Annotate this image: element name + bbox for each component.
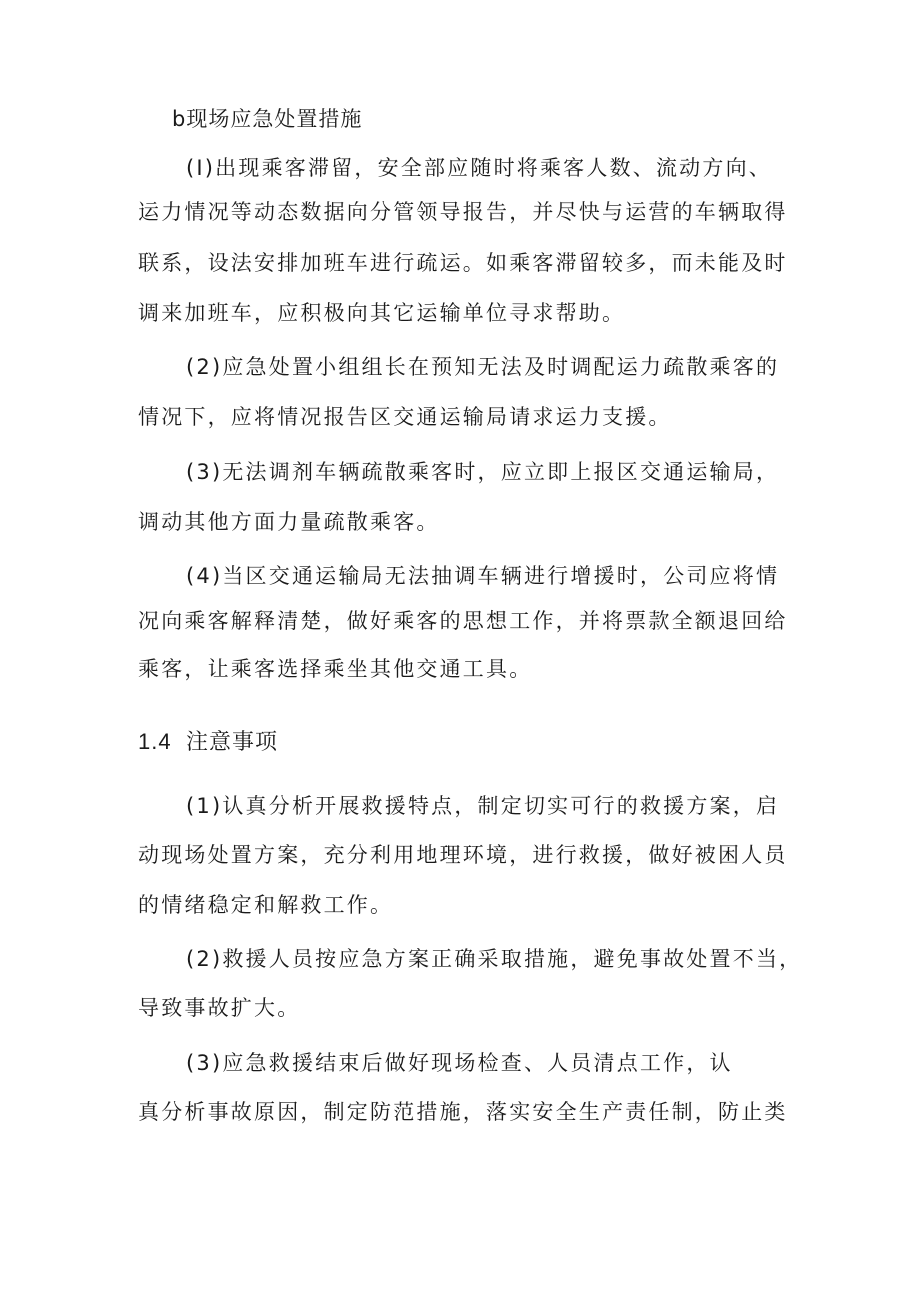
paragraph-line: (2)救援人员按应急方案正确采取措施，避免事故处置不当， xyxy=(186,947,803,971)
paragraph-line: 联系，设法安排加班车进行疏运。如乘客滞留较多，而未能及时 xyxy=(138,251,788,275)
paragraph-line: 导致事故扩大。 xyxy=(138,996,301,1020)
paragraph-line: (1)认真分析开展救援特点，制定切实可行的救援方案，启 xyxy=(186,794,780,818)
paragraph-line: (3)应急救援结束后做好现场检查、人员清点工作，认 xyxy=(186,1051,733,1075)
paragraph-line: 运力情况等动态数据向分管领导报告，并尽快与运营的车辆取得 xyxy=(138,200,788,224)
section-title: 注意事项 xyxy=(186,730,279,755)
paragraph-line: 动现场处置方案，充分利用地理环境，进行救援，做好被困人员 xyxy=(138,843,788,867)
section-heading xyxy=(138,727,278,758)
section-number: 1.4 xyxy=(138,729,172,754)
paragraph-line: 的情绪稳定和解救工作。 xyxy=(138,893,394,917)
paragraph-line: 况向乘客解释清楚，做好乘客的思想工作，并将票款全额退回给 xyxy=(138,609,788,633)
paragraph-line: 情况下，应将情况报告区交通运输局请求运力支援。 xyxy=(138,405,672,429)
section-b-title: b现场应急处置措施 xyxy=(172,107,363,131)
paragraph-line: (2)应急处置小组组长在预知无法及时调配运力疏散乘客的 xyxy=(186,355,780,379)
paragraph-line: (4)当区交通运输局无法抽调车辆进行增援时，公司应将情 xyxy=(186,564,780,588)
paragraph-line: 调来加班车，应积极向其它运输单位寻求帮助。 xyxy=(138,301,626,325)
paragraph-line: (3)无法调剂车辆疏散乘客时，应立即上报区交通运输局， xyxy=(186,460,780,484)
paragraph-line: 真分析事故原因，制定防范措施，落实安全生产责任制，防止类 xyxy=(138,1100,788,1124)
paragraph-line: (I)出现乘客滞留，安全部应随时将乘客人数、流动方向、 xyxy=(186,156,772,180)
paragraph-line: 乘客，让乘客选择乘坐其他交通工具。 xyxy=(138,657,533,681)
paragraph-line: 调动其他方面力量疏散乘客。 xyxy=(138,510,440,534)
